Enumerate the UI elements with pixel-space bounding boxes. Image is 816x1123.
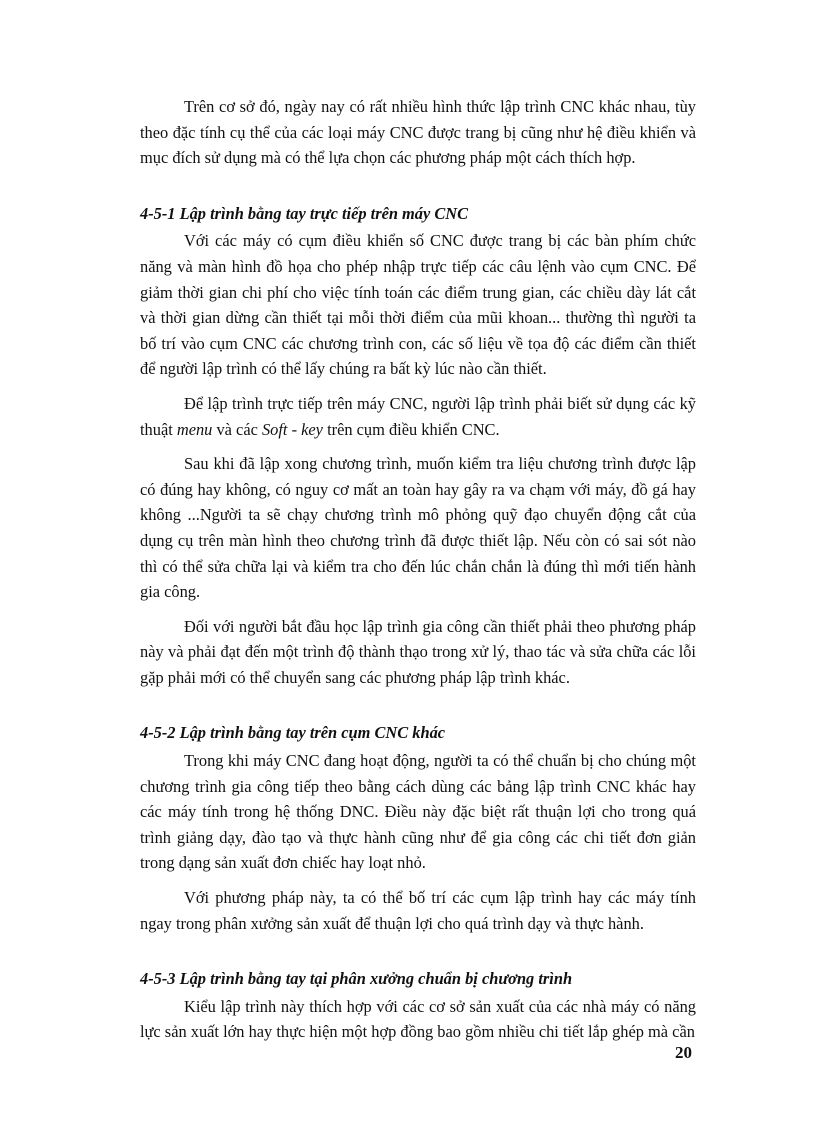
section-1-paragraph-4: Đối với người bắt đầu học lập trình gia công cần thiết phải theo phương pháp này và phải đạt đến một trình độ thành thạo trong xử lý, thao tác và sửa chữa các lỗi gặp phải mới có thể chuyển sang các phương pháp lập trình khác. (140, 616, 696, 687)
section-heading-4-5-3: 4-5-3 Lập trình bằng tay tại phân xưởng chuẩn bị chương trình (140, 969, 573, 989)
section-2-paragraph-1: Trong khi máy CNC đang hoạt động, người ta có thể chuẩn bị cho chúng một chương trình gia công tiếp theo bằng cách dùng các bảng lập trình CNC khác hay các máy tính trong hệ thống DNC. Điều này đặc biệt rất thuận lợi cho trong quá trình giảng dạy, đào tạo và thực hành cũng như để gia công các chi tiết đơn giản trong dạng sản xuất đơn chiếc hay loạt nhỏ. (140, 751, 696, 873)
paragraph-text: Để lập trình trực tiếp trên máy CNC, người lập trình phải biết sử dụng các kỹ thuật (140, 393, 696, 439)
menu-term: menu (176, 419, 213, 439)
section-1-paragraph-3: Sau khi đã lập xong chương trình, muốn kiểm tra liệu chương trình được lập có đúng hay không, có nguy cơ mất an toàn hay gây ra va chạm với máy, đồ gá hay không ...Người ta sẽ chạy chương trình mô phỏng quỹ đạo chuyển động cắt của dụng cụ trên màn hình theo chương trình đã được thiết lập. Nếu còn có sai sót nào thì có thể sửa chữa lại và kiểm tra cho đến lúc chắn chắn là đúng thì mới tiến hành gia công. (140, 454, 696, 602)
paragraph-text: trên cụm điều khiển CNC. (322, 419, 500, 439)
page-body (140, 94, 696, 1045)
page-number: 20 (675, 1043, 692, 1062)
section-2-paragraph-2: Với phương pháp này, ta có thể bố trí các cụm lập trình hay các máy tính ngay trong phân xưởng sản xuất để thuận lợi cho quá trình dạy và thực hành. (140, 888, 696, 933)
section-heading-4-5-2: 4-5-2 Lập trình bằng tay trên cụm CNC khác (140, 723, 446, 743)
section-heading-4-5-1: 4-5-1 Lập trình bằng tay trực tiếp trên máy CNC (140, 203, 469, 223)
section-1-paragraph-1: Với các máy có cụm điều khiển số CNC được trang bị các bàn phím chức năng và màn hình đồ họa cho phép nhập trực tiếp các câu lệnh vào cụm CNC. Để giảm thời gian chi phí cho việc tính toán các điểm trung gian, các chiều dày lát cắt và thời gian dừng cần thiết tại mỗi thời điểm của mũi khoan... thường thì người ta bố trí vào cụm CNC các chương trình con, các số liệu về tọa độ các điểm cần thiết để người lập trình có thể lấy chúng ra bất kỳ lúc nào cần thiết. (140, 231, 696, 379)
intro-paragraph: Trên cơ sở đó, ngày nay có rất nhiều hình thức lập trình CNC khác nhau, tùy theo đặc tính cụ thể của các loại máy CNC được trang bị cũng như hệ điều khiển và mục đích sử dụng mà có thể lựa chọn các phương pháp một cách thích hợp. (140, 97, 696, 168)
paragraph-text: và các (212, 419, 262, 439)
soft-key-term: Soft - key (261, 419, 323, 439)
section-3-paragraph-1: Kiểu lập trình này thích hợp với các cơ sở sản xuất của các nhà máy có năng lực sản xuất lớn hay thực hiện một hợp đồng bao gồm nhiều chi tiết lắp ghép mà cần (140, 996, 696, 1042)
section-1-paragraph-2 (140, 391, 696, 442)
